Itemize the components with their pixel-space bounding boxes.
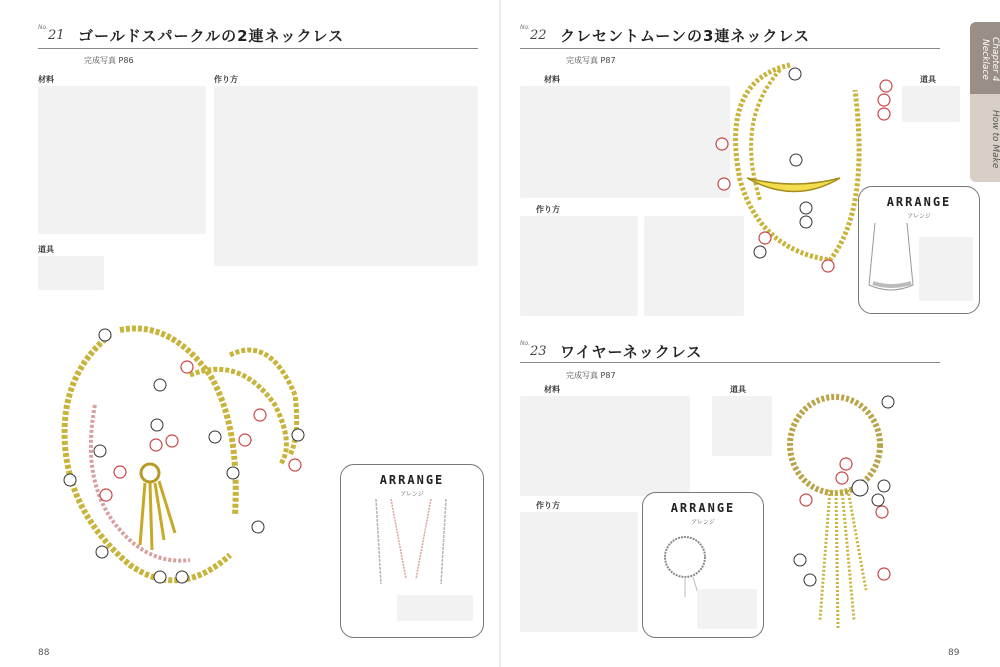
arrange-title: ARRANGE [670, 501, 736, 515]
arrange-illustration [351, 499, 473, 589]
method-steps [520, 216, 638, 316]
method-heading: 作り方 [536, 205, 560, 214]
arrange-subtitle: アレンジ [907, 213, 931, 220]
arrange-box [858, 186, 980, 314]
section-number-badge: No. 22 [520, 24, 547, 43]
section-header-22 [520, 24, 810, 46]
materials-list [520, 86, 730, 198]
chapter-label: Chapter 4 Necklace [980, 36, 1000, 82]
tools-list [712, 396, 772, 456]
section-title: ゴールドスパークルの2連ネックレス [78, 26, 345, 45]
arrange-box [340, 464, 484, 638]
section-number-badge: No. 21 [38, 24, 65, 43]
method-steps [520, 512, 638, 632]
tools-heading: 道具 [920, 75, 936, 84]
section-header-23 [520, 340, 702, 362]
arrange-subtitle: アレンジ [400, 491, 424, 498]
section-number: 21 [48, 28, 65, 43]
arrange-title: ARRANGE [886, 195, 952, 209]
arrange-subtitle: アレンジ [691, 519, 715, 526]
chapter-tab [970, 22, 1000, 182]
arrange-illustration [865, 223, 917, 303]
tools-list [38, 256, 104, 290]
arrange-title: ARRANGE [379, 473, 445, 487]
how-to-make-label: How to Make [990, 109, 1000, 169]
page-number-right: 89 [948, 648, 960, 658]
necklace-diagram-23 [770, 390, 900, 640]
arrange-illustration [653, 527, 753, 597]
tools-heading: 道具 [38, 245, 54, 254]
arrange-box [642, 492, 764, 638]
tools-list [902, 86, 960, 122]
arrange-note [697, 589, 757, 629]
arrange-note [397, 595, 473, 621]
necklace-diagram-21 [40, 315, 340, 615]
section-title: クレセントムーンの3連ネックレス [560, 26, 810, 45]
photo-reference: 完成写真 P87 [566, 56, 616, 65]
method-steps [214, 86, 478, 266]
section-rule [38, 48, 478, 49]
method-heading: 作り方 [536, 501, 560, 510]
section-title: ワイヤーネックレス [560, 342, 703, 361]
section-rule [520, 362, 940, 363]
page-spread-spine [499, 0, 501, 667]
tools-heading: 道具 [730, 385, 746, 394]
section-rule [520, 48, 940, 49]
section-number: 23 [530, 344, 547, 359]
photo-reference: 完成写真 P86 [84, 56, 134, 65]
section-header-21 [38, 24, 344, 46]
section-number-badge: No. 23 [520, 340, 547, 359]
materials-heading: 材料 [544, 385, 560, 394]
photo-reference: 完成写真 P87 [566, 371, 616, 380]
method-heading: 作り方 [214, 75, 238, 84]
materials-heading: 材料 [544, 75, 560, 84]
section-number: 22 [530, 28, 547, 43]
page-number-left: 88 [38, 648, 50, 658]
materials-list [520, 396, 690, 496]
materials-heading: 材料 [38, 75, 54, 84]
arrange-note [919, 237, 973, 301]
